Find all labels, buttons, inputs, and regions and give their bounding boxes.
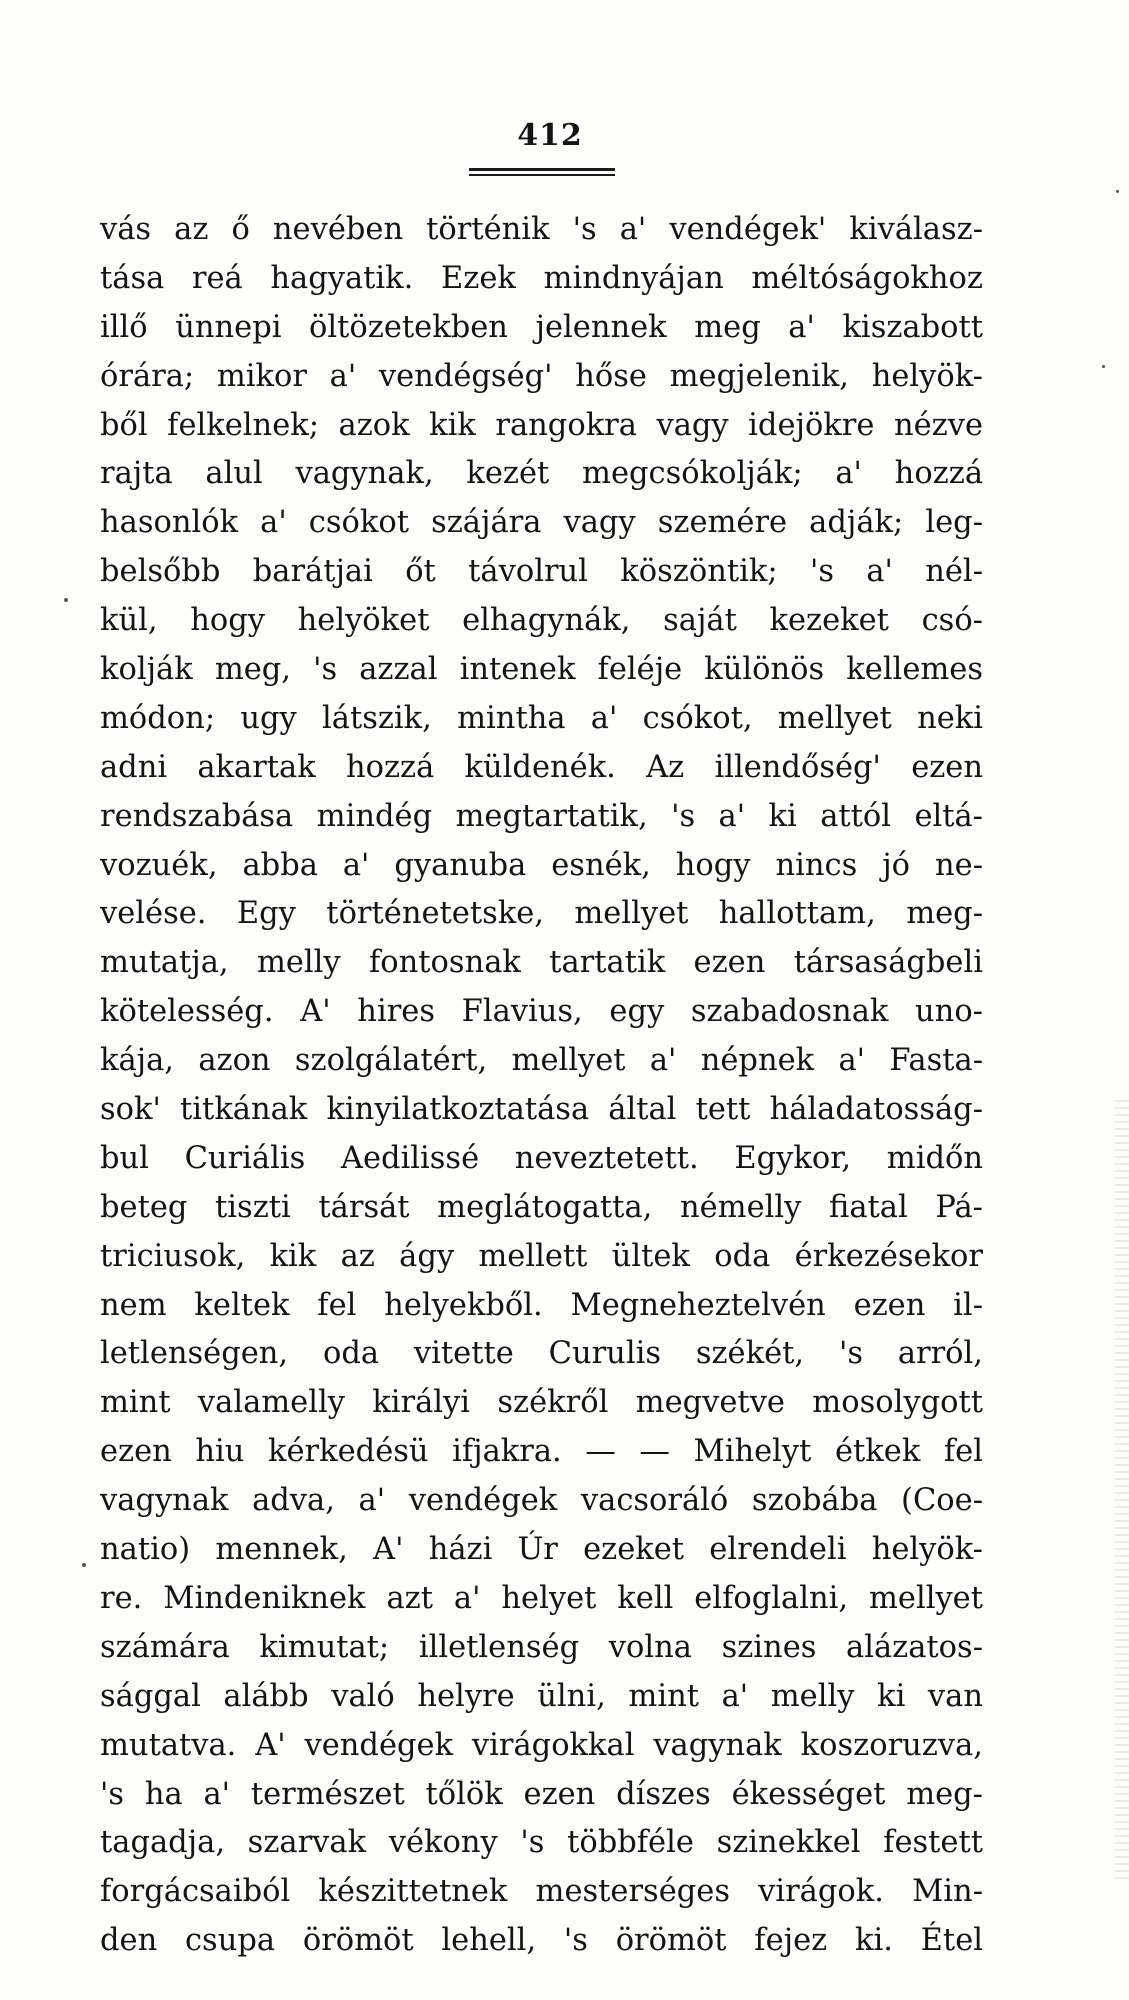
- text-line: számára kimutat; illetlenség volna szines alázatos-: [100, 1629, 983, 1665]
- text-line: tása reá hagyatik. Ezek mindnyájan méltóságokhoz: [100, 260, 983, 296]
- text-line: adni akartak hozzá küldenék. Az illendőség' ezen: [100, 749, 983, 785]
- text-line: bul Curiális Aedilissé neveztetett. Egykor, midőn: [100, 1140, 983, 1176]
- text-line: kája, azon szolgálatért, mellyet a' népnek a' Fasta-: [100, 1043, 983, 1079]
- text-line: velése. Egy történetetske, mellyet hallottam, meg-: [100, 896, 983, 932]
- text-line: 's ha a' természet tőlök ezen díszes ékességet meg-: [100, 1776, 983, 1812]
- text-line: illő ünnepi öltözetekben jelennek meg a' kiszabott: [100, 309, 983, 345]
- text-line: ezen hiu kérkedésü ifjakra. — — Mihelyt étkek fel: [100, 1434, 983, 1470]
- text-line: den csupa örömöt lehell, 's örömöt fejez ki. Étel: [100, 1923, 983, 1959]
- text-line: vagynak adva, a' vendégek vacsoráló szobába (Coe-: [100, 1483, 983, 1519]
- paper-speck: [64, 598, 68, 602]
- text-line: órára; mikor a' vendégség' hőse megjelenik, helyök-: [100, 358, 983, 394]
- paper-speck: [82, 1563, 86, 1567]
- text-line: triciusok, kik az ágy mellett ültek oda érkezésekor: [100, 1238, 983, 1274]
- text-line: nem keltek fel helyekből. Megneheztelvén ezen il-: [100, 1287, 983, 1323]
- text-line: vás az ő nevében történik 's a' vendégek' kiválasz-: [100, 212, 983, 247]
- page-number: 412: [517, 118, 583, 153]
- text-line: vozuék, abba a' gyanuba esnék, hogy nincs jó ne-: [100, 847, 983, 883]
- text-line: forgácsaiból készittetnek mesterséges virágok. Min-: [100, 1874, 983, 1910]
- header-rule-secondary: [469, 174, 615, 176]
- text-line: ből felkelnek; azok kik rangokra vagy idejökre nézve: [100, 407, 983, 443]
- text-line: tagadja, szarvak vékony 's többféle szinekkel festett: [100, 1825, 983, 1861]
- paper-speck: [1116, 190, 1119, 193]
- body-text: [100, 206, 983, 1966]
- text-line: re. Mindeniknek azt a' helyet kell elfoglalni, mellyet: [100, 1580, 983, 1616]
- text-line: kolják meg, 's azzal intenek feléje különös kellemes: [100, 652, 983, 688]
- text-line: mutatja, melly fontosnak tartatik ezen társaságbeli: [100, 945, 983, 981]
- text-line: mutatva. A' vendégek virágokkal vagynak koszoruzva,: [100, 1727, 983, 1763]
- text-line: kül, hogy helyöket elhagynák, saját kezeket csó-: [100, 603, 983, 639]
- text-line: mint valamelly királyi székről megvetve mosolygott: [100, 1385, 983, 1421]
- text-line: letlenségen, oda vitette Curulis székét, 's arról,: [100, 1336, 983, 1372]
- header-rule: [469, 168, 615, 171]
- paper-speck: [1102, 365, 1105, 368]
- text-line: hasonlók a' csókot szájára vagy szemére adják; leg-: [100, 505, 983, 541]
- text-line: sok' titkának kinyilatkoztatása által tett háladatosság-: [100, 1092, 983, 1128]
- text-line: rendszabása mindég megtartatik, 's a' ki attól eltá-: [100, 798, 983, 834]
- page-edge-shadow: [1115, 1100, 1129, 1880]
- text-line: módon; ugy látszik, mintha a' csókot, mellyet neki: [100, 700, 983, 736]
- text-line: kötelesség. A' hires Flavius, egy szabadosnak uno-: [100, 994, 983, 1030]
- text-line: beteg tiszti társát meglátogatta, némelly fiatal Pá-: [100, 1189, 983, 1225]
- text-line: belsőbb barátjai őt távolrul köszöntik; 's a' nél-: [100, 554, 983, 590]
- text-line: rajta alul vagynak, kezét megcsókolják; a' hozzá: [100, 456, 983, 492]
- text-line: natio) mennek, A' házi Úr ezeket elrendeli helyök-: [100, 1532, 983, 1568]
- text-line: sággal alább való helyre ülni, mint a' melly ki van: [100, 1678, 983, 1714]
